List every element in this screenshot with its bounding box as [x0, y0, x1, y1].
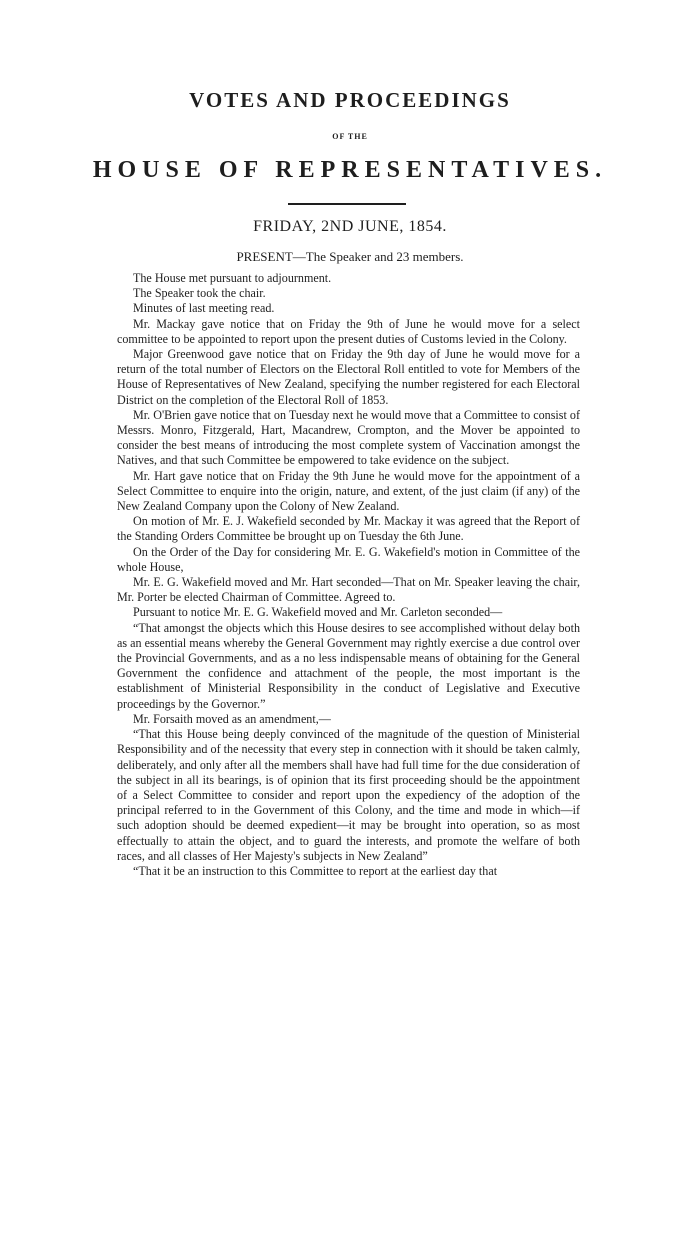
title-connector: OF THE	[332, 132, 368, 141]
paragraph: “That amongst the objects which this House desires to see accomplished without delay both as an essential means whereby the General Government may rightly exercise a due control over the Provincial Governments, and as a no less indispensable means of obtaining for the General Government the confidence and attachment of the people, the most important is the establishment of Ministerial Responsibility in the conduct of Legislative and Executive proceedings by the Governor.”	[117, 620, 580, 711]
paragraph: “That it be an instruction to this Committee to report at the earliest day that	[133, 863, 498, 878]
document-title: VOTES AND PROCEEDINGS	[189, 88, 511, 112]
paragraph: Major Greenwood gave notice that on Friday the 9th day of June he would move for a return of the total number of Electors on the Electoral Roll entitled to vote for Members of the House of Representatives of New Zealand, specifying the number registered for each Electoral District on the completion of the Electoral Roll of 1853.	[117, 347, 580, 407]
paragraph: Minutes of last meeting read.	[133, 301, 275, 316]
paragraph: The House met pursuant to adjournment.	[133, 271, 332, 285]
paragraph: Mr. Forsaith moved as an amendment,—	[133, 711, 331, 726]
paragraph: Mr. O'Brien gave notice that on Tuesday next he would move that a Committee to consist of Messrs. Monro, Fitzgerald, Hart, Macandrew, Crompton, and the Mover be appointed to consider the best means of introducing the most complete system of Vaccination amongst the Natives, and that such Committee be empowered to take evidence on the subject.	[117, 407, 580, 468]
paragraph: Mr. Hart gave notice that on Friday the 9th June he would move for the appointment of a Select Committee to enquire into the origin, nature, and extent, of the just claim (if any) of the New Zealand Company upon the Colony of New Zealand.	[117, 468, 580, 514]
paragraph: On motion of Mr. E. J. Wakefield seconded by Mr. Mackay it was agreed that the Report of the Standing Orders Committee be brought up on Tuesday the 6th June.	[117, 514, 580, 544]
paragraph: Mr. Mackay gave notice that on Friday the 9th of June he would move for a select committee to be appointed to report upon the present duties of Customs levied in the Colony.	[117, 316, 580, 346]
paragraph: On the Order of the Day for considering Mr. E. G. Wakefield's motion in Committee of the whole House,	[117, 544, 580, 574]
session-date: FRIDAY, 2ND JUNE, 1854.	[253, 218, 447, 235]
title-rule	[288, 203, 406, 205]
paragraph: The Speaker took the chair.	[133, 286, 266, 301]
present-line: PRESENT—The Speaker and 23 members.	[236, 249, 464, 264]
paragraph: Pursuant to notice Mr. E. G. Wakefield moved and Mr. Carleton seconded—	[133, 605, 503, 620]
proceedings-body	[117, 271, 580, 879]
house-title: HOUSE OF REPRESENTATIVES.	[92, 157, 608, 183]
paragraph: “That this House being deeply convinced of the magnitude of the question of Ministerial Responsibility and of the necessity that every step in connection with it should be taken calmly, deliberately, and only after all the members shall have had full time for the due consideration of the subject in all its bearings, is of opinion that its first proceeding should be the appointment of a Select Committee to consider and report upon the expediency of the adoption of the principal referred to in the Government of this Colony, and the time and mode in which—if such adoption should be deemed expedient—it may be brought into operation, so as most effectually to attain the object, and to guard the interests, and promote the welfare of both races, and all classes of Her Majesty's subjects in New Zealand”	[117, 727, 580, 863]
paragraph: Mr. E. G. Wakefield moved and Mr. Hart seconded—That on Mr. Speaker leaving the chair, Mr. Porter be elected Chairman of Committee. Agreed to.	[117, 575, 580, 605]
